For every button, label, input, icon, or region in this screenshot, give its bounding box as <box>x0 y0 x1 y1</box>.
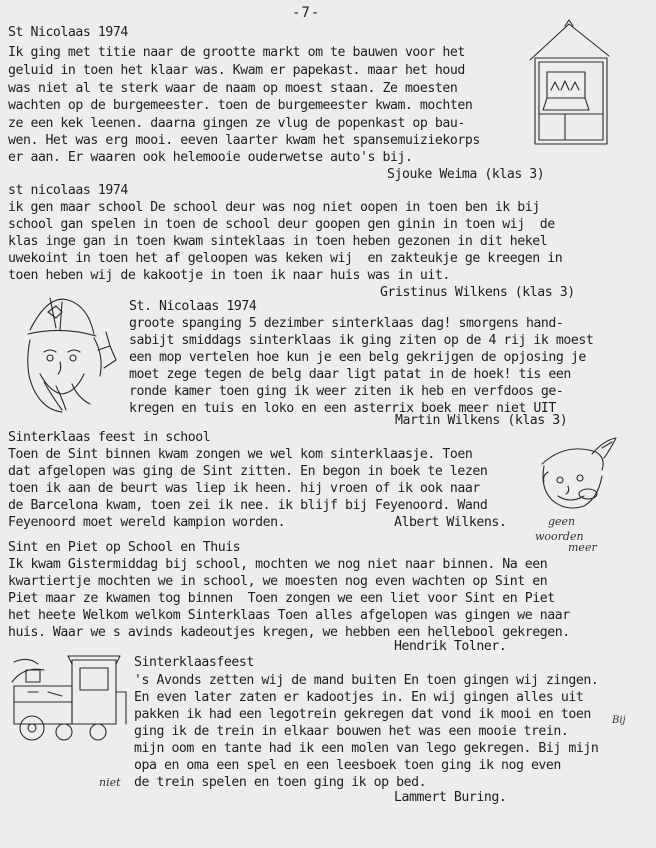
story-2-signature: Gristinus Wilkens (klas 3) <box>380 285 575 300</box>
story-6-title: Sinterklaasfeest <box>134 655 254 670</box>
story-1-line: wachten op de burgemeester. toen de burgemeester kwam. mochten <box>8 98 473 113</box>
story-5-signature: Hendrik Tolner. <box>394 639 507 654</box>
story-4-signature: Albert Wilkens. <box>394 515 507 530</box>
story-4-line: toen ik aan de beurt was liep ik heen. hij vroen of ik ook naar <box>8 481 480 496</box>
story-6-signature: Lammert Buring. <box>394 790 507 805</box>
story-6-line: 's Avonds zetten wij de mand buiten En toen gingen wij zingen. <box>134 673 599 688</box>
handwritten-note-niet: niet <box>99 776 121 789</box>
story-1-line: was niet al te sterk waar de naam op moest staan. Ze moesten <box>8 81 458 96</box>
sinterklaas-drawing <box>10 290 125 425</box>
story-4-title: Sinterklaas feest in school <box>8 430 211 445</box>
story-5-line: het heete Welkom welkom Sinterklaas Toen alles afgelopen was gingen we naar <box>8 608 570 623</box>
story-1-signature: Sjouke Weima (klas 3) <box>387 167 545 182</box>
story-5-title: Sint en Piet op School en Thuis <box>8 540 241 555</box>
story-2-line: klas inge gan in toen kwam sinteklaas in toen heben gezonen in dit hekel <box>8 234 548 249</box>
story-5-line: Piet maar ze kwamen tog binnen Toen zongen we een liet voor Sint en Piet <box>8 591 555 606</box>
story-3-line: groote spanging 5 dezimber sinterklaas dag! smorgens hand- <box>129 316 564 331</box>
train-drawing <box>8 652 133 744</box>
piet-drawing <box>532 436 627 518</box>
story-6-line: opa en oma een spel en een leesboek toen ging ik nog even <box>134 758 561 773</box>
handwritten-note-woorden: woorden <box>535 530 584 543</box>
handwritten-note-geen: geen <box>548 515 576 528</box>
story-3-title: St. Nicolaas 1974 <box>129 299 257 314</box>
story-4-line: de Barcelona kwam, toen zei ik nee. ik blijf bij Feyenoord. Wand <box>8 498 488 513</box>
story-6-line: En even later zaten er kadootjes in. En wij gingen alles uit <box>134 690 584 705</box>
story-3-line: sabijt smiddags sinterklaas ik ging ziten op de 4 rij ik moest <box>129 333 594 348</box>
story-1-line: wen. Het was erg mooi. eeven laarter kwam het spansemuiziekorps <box>8 133 480 148</box>
page-number: -7- <box>292 5 321 21</box>
story-3-signature: Martin Wilkens (klas 3) <box>395 413 568 428</box>
story-6-line: mijn oom en tante had ik een molen van lego gekregen. Bij mijn <box>134 741 599 756</box>
story-4-line: dat afgelopen was ging de Sint zitten. En begon in boek te lezen <box>8 464 488 479</box>
story-4-line: Feyenoord moet wereld kampion worden. <box>8 515 286 530</box>
story-2-line: uwekoint in toen het af geloopen was keken wij en zakteukje ge kreegen in <box>8 251 563 266</box>
story-6-line: ging ik de trein in elkaar bouwen het was een mooie trein. <box>134 724 569 739</box>
story-1-line: er aan. Er waaren ook helemooie ouderwetse auto's bij. <box>8 150 413 165</box>
story-3-line: een mop vertelen hoe kun je een belg gekrijgen de opjosing je <box>129 350 586 365</box>
story-1-line: ze een kek leenen. daarna gingen ze vlug de popenkast op bau- <box>8 116 465 131</box>
story-5-line: huis. Waar we s avinds kadeoutjes kregen, we hebben een hellebool gekregen. <box>8 625 570 640</box>
story-3-line: ronde kamer toen ging ik weer ziten ik heb en verfdoos ge- <box>129 384 564 399</box>
story-2-line: ik gen maar school De school deur was nog niet oopen in toen ben ik bij <box>8 200 540 215</box>
handwritten-note-bij: Bij <box>612 715 626 726</box>
story-5-line: Ik kwam Gistermiddag bij school, mochten we nog niet naar binnen. Na een <box>8 557 548 572</box>
story-1-line: Ik ging met titie naar de grootte markt om te bauwen voor het <box>8 45 465 60</box>
story-6-line: de trein spelen en toen ging ik op bed. <box>134 775 427 790</box>
story-4-line: Toen de Sint binnen kwam zongen we wel kom sinterklaasje. Toen <box>8 447 473 462</box>
story-1-title: St Nicolaas 1974 <box>8 25 128 40</box>
story-6-line: pakken ik had een legotrein gekregen dat vond ik mooi en toen <box>134 707 591 722</box>
handwritten-note-meer: meer <box>568 541 597 554</box>
story-3-line: moet zege tegen de belg daar ligt patat in de hoek! tis een <box>129 367 571 382</box>
story-2-title: st nicolaas 1974 <box>8 183 128 198</box>
story-5-line: kwartiertje mochten we in school, we moesten nog even wachten op Sint en <box>8 574 548 589</box>
story-2-line: school gan spelen in toen de school deur goopen gen ginin in toen wij de <box>8 217 555 232</box>
story-3-line: kregen en tuis en loko en een asterrix boek meer niet UIT <box>129 401 556 416</box>
story-2-line: toen heben wij de kakootje in toen ik naar huis was in uit. <box>8 268 450 283</box>
story-1-line: geluid in toen het klaar was. Kwam er papekast. maar het houd <box>8 63 465 78</box>
puppet-theater-drawing <box>525 18 615 148</box>
